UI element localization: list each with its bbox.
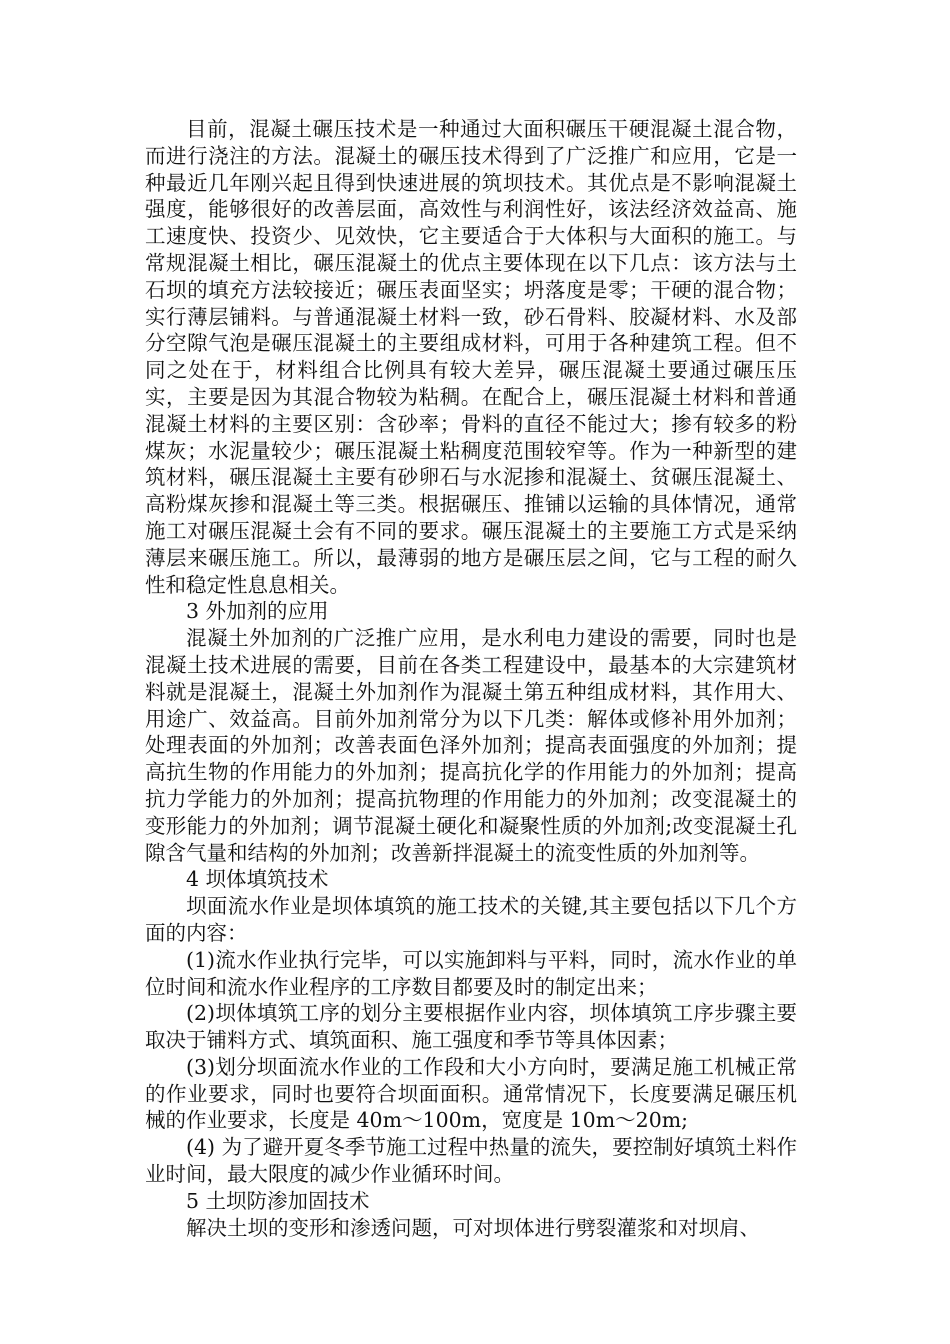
paragraph-rcc-intro: 目前，混凝土碾压技术是一种通过大面积碾压干硬混凝土混合物，而进行浇注的方法。混凝土的碾压技术得到了广泛推广和应用，它是一种最近几年刚兴起且得到快速进展的筑坝技术。其优点是不影响混凝土强度，能够很好的改善层面，高效性与利润性好，该法经济效益高、施工速度快、投资少、见效快，它主要适合于大体积与大面积的施工。与常规混凝土相比，碾压混凝土的优点主要体现在以下几点：该方法与土石坝的填充方法较接近；碾压表面坚实；坍落度是零；干硬的混合物；实行薄层铺料。与普通混凝土材料一致，砂石骨料、胶凝材料、水及部分空隙气泡是碾压混凝土的主要组成材料，可用于各种建筑工程。但不同之处在于，材料组合比例具有较大差异，碾压混凝土要通过碾压压实，主要是因为其混合物较为粘稠。在配合上，碾压混凝土材料和普通混凝土材料的主要区别：含砂率；骨料的直径不能过大；掺有较多的粉煤灰；水泥量较少；碾压混凝土粘稠度范围较窄等。作为一种新型的建筑材料，碾压混凝土主要有砂卵石与水泥掺和混凝土、贫碾压混凝土、高粉煤灰掺和混凝土等三类。根据碾压、推铺以运输的具体情况，通常施工对碾压混凝土会有不同的要求。碾压混凝土的主要施工方式是采纳薄层来碾压施工。所以，最薄弱的地方是碾压层之间，它与工程的耐久性和稳定性息息相关。 [145,117,797,597]
section-heading-5: 5 土坝防渗加固技术 [186,1188,370,1213]
section-heading-4: 4 坝体填筑技术 [186,867,329,892]
paragraph-dam-filling-intro: 坝面流水作业是坝体填筑的施工技术的关键,其主要包括以下几个方面的内容： [145,894,797,945]
paragraph-item-3: (3)划分坝面流水作业的工作段和大小方向时，要满足施工机械正常的作业要求，同时也要符合坝面面积。通常情况下，长度要满足碾压机械的作业要求，长度是 40m～100m，宽度是 10m～20m; [145,1054,797,1133]
section-heading-3: 3 外加剂的应用 [186,599,329,624]
paragraph-item-2: (2)坝体填筑工序的划分主要根据作业内容，坝体填筑工序步骤主要取决于铺料方式、填筑面积、施工强度和季节等具体因素； [145,1001,797,1053]
document-page [145,116,797,1241]
paragraph-item-4: (4) 为了避开夏冬季节施工过程中热量的流失，要控制好填筑土料作业时间，最大限度的减少作业循环时间。 [145,1135,797,1187]
paragraph-admixtures: 混凝土外加剂的广泛推广应用，是水利电力建设的需要，同时也是混凝土技术进展的需要，目前在各类工程建设中，最基本的大宗建筑材料就是混凝土，混凝土外加剂作为混凝土第五种组成材料，其作用大、用途广、效益高。目前外加剂常分为以下几类：解体或修补用外加剂；处理表面的外加剂；改善表面色泽外加剂；提高表面强度的外加剂；提高抗生物的作用能力的外加剂；提高抗化学的作用能力的外加剂；提高抗力学能力的外加剂；提高抗物理的作用能力的外加剂；改变混凝土的变形能力的外加剂；调节混凝土硬化和凝聚性质的外加剂;改变混凝土孔隙含气量和结构的外加剂；改善新拌混凝土的流变性质的外加剂等。 [145,626,797,865]
paragraph-seepage: 解决土坝的变形和渗透问题，可对坝体进行劈裂灌浆和对坝肩、 [186,1215,760,1240]
paragraph-item-1: (1)流水作业执行完毕，可以实施卸料与平料，同时，流水作业的单位时间和流水作业程序的工序数目都要及时的制定出来； [145,947,797,999]
